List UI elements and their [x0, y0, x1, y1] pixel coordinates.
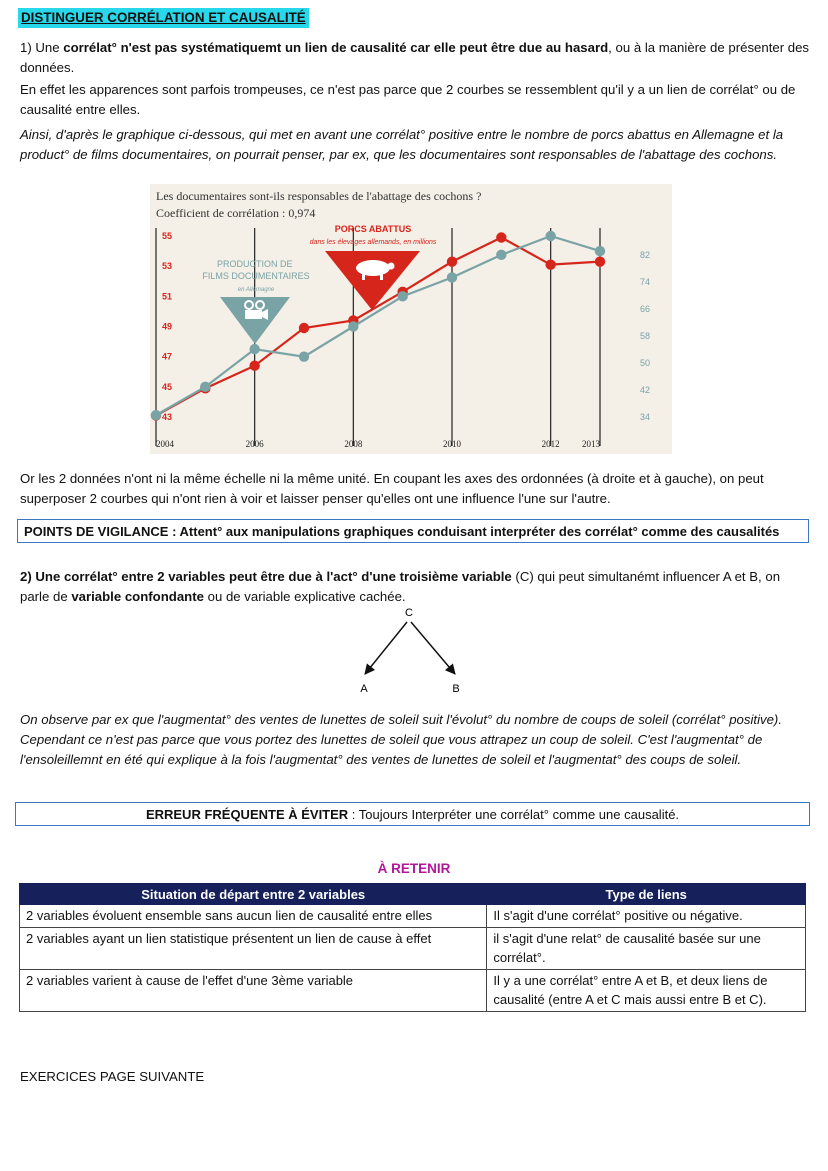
pig-series-label: PORCS ABATTUS	[334, 224, 412, 234]
data-point	[545, 259, 555, 269]
error-box-text: : Toujours Interpréter une corrélat° comme une causalité.	[348, 807, 680, 822]
y-right-tick-label: 34	[639, 412, 650, 422]
table-cell: 2 variables évoluent ensemble sans aucun lien de causalité entre elles	[20, 905, 487, 928]
data-point	[545, 231, 555, 241]
diagram-node-a: A	[360, 683, 368, 695]
y-right-tick-label: 58	[639, 331, 650, 341]
table-row	[20, 905, 806, 928]
paragraph-5-end: ou de variable explicative cachée.	[203, 589, 406, 604]
x-tick-label: 2006	[245, 439, 264, 449]
film-camera-icon	[220, 297, 290, 344]
chart-title: Les documentaires sont-ils responsables de l'abattage des cochons ?	[156, 189, 482, 203]
retenir-heading: À RETENIR	[377, 861, 451, 876]
diagram-node-c: C	[405, 607, 413, 619]
data-point	[299, 351, 309, 361]
footer-note: EXERCICES PAGE SUIVANTE	[20, 1069, 205, 1084]
film-series-label: PRODUCTION DE FILMS DOCUMENTAIRES	[202, 259, 310, 281]
correlation-chart	[150, 184, 672, 454]
page-title: DISTINGUER CORRÉLATION ET CAUSALITÉ	[18, 8, 309, 28]
data-point	[397, 291, 407, 301]
data-point	[299, 323, 309, 333]
paragraph-1-end: , ou à la manière de présenter des données.	[20, 40, 810, 75]
y-left-tick-label: 43	[162, 412, 173, 422]
paragraph-2: En effet les apparences sont parfois trompeuses, ce n'est pas parce que 2 courbes se ressemblent qu'il y a un lien de corrélat° ou de causalité entre elles.	[20, 82, 796, 117]
chart-subtitle: Coefficient de corrélation : 0,974	[156, 206, 316, 220]
paragraph-3: Ainsi, d'après le graphique ci-dessous, qui met en avant une corrélat° positive entre le nombre de porcs abattus en Allemagne et la product° de films documentaires, on pourrait penser, par ex, que les documentaires sont responsables de l'abattage des cochons.	[20, 127, 784, 162]
y-left-tick-label: 55	[162, 231, 173, 241]
table-cell: il s'agit d'une relat° de causalité basée sur une corrélat°.	[487, 928, 806, 970]
paragraph-5-middle: (C) qui peut simultanémt influencer A et B, on parle de	[20, 569, 781, 604]
table-header-type: Type de liens	[487, 884, 806, 905]
paragraph-6: On observe par ex que l'augmentat° des ventes de lunettes de soleil suit l'évolut° du nombre de coups de soleil (corrélat° positive). Cependant ce n'est pas parce que vous portez des lunettes de soleil que vous attrapez un coup de soleil. C'est l'augmentat° de l'ensoleillemnt en été qui explique à la fois l'augmentat° des ventes de lunettes de soleil et l'augmentat° des coups de soleil.	[20, 712, 782, 767]
data-point	[249, 361, 259, 371]
table-cell: 2 variables ayant un lien statistique présentent un lien de cause à effet	[20, 928, 487, 970]
data-point	[447, 256, 457, 266]
y-left-tick-label: 51	[162, 291, 173, 302]
data-point	[595, 246, 605, 256]
paragraph-1-intro: 1) Une	[20, 40, 64, 55]
arrow-c-to-b	[411, 622, 455, 674]
confounding-variable-term: variable confondante	[71, 589, 204, 604]
paragraph-1	[20, 38, 810, 78]
y-left-tick-label: 47	[162, 351, 173, 362]
x-tick-label: 2010	[443, 439, 461, 449]
table-cell: Il y a une corrélat° entre A et B, et deux liens de causalité (entre A et C mais aussi entre B et C).	[487, 970, 806, 1012]
y-left-tick-label: 53	[162, 261, 173, 272]
table-row	[20, 928, 806, 970]
x-tick-label: 2004	[156, 439, 174, 449]
chart-svg	[150, 184, 672, 454]
y-right-tick-label: 66	[639, 304, 650, 314]
paragraph-5	[20, 567, 810, 607]
pig-marker-icon	[325, 251, 420, 310]
y-right-tick-label: 82	[639, 250, 650, 260]
paragraph-1-emphasis: corrélat° n'est pas systématiquemt un lien de causalité car elle peut être due au hasard	[63, 40, 609, 55]
data-point	[595, 256, 605, 266]
table-row	[20, 970, 806, 1012]
y-right-tick-label: 50	[639, 358, 650, 368]
data-point	[249, 344, 259, 354]
confounding-diagram	[355, 604, 465, 696]
diagram-node-b: B	[452, 683, 460, 695]
error-box	[15, 802, 810, 826]
y-right-tick-label: 42	[639, 385, 650, 395]
data-point	[200, 382, 210, 392]
arrow-c-to-a	[365, 622, 407, 674]
x-tick-label: 2012	[541, 439, 560, 449]
data-point	[496, 232, 506, 242]
paragraph-5-emphasis: 2) Une corrélat° entre 2 variables peut être due à l'act° d'une troisième variable	[20, 569, 512, 584]
paragraph-4: Or les 2 données n'ont ni la même échelle ni la même unité. En coupant les axes des ordonnées (à droite et à gauche), on peut superposer 2 courbes qui n'ont rien à voir et laisser penser qu'elles ont une influence l'une sur l'autre.	[20, 471, 764, 506]
pig-series-note: dans les élevages allemands, en millions	[309, 239, 437, 246]
y-right-tick-label: 74	[639, 277, 650, 287]
y-left-tick-label: 49	[162, 321, 173, 332]
film-series-note: en Allemagne	[237, 287, 275, 293]
data-point	[151, 410, 161, 420]
error-box-label: ERREUR FRÉQUENTE À ÉVITER	[145, 807, 349, 822]
x-tick-label: 2013	[582, 439, 600, 449]
table-header-row	[20, 884, 806, 905]
x-tick-label: 2008	[344, 439, 363, 449]
data-point	[348, 321, 358, 331]
data-point	[496, 250, 506, 260]
y-left-tick-label: 45	[162, 381, 173, 392]
vigilance-box: POINTS DE VIGILANCE : Attent° aux manipulations graphiques conduisant interpréter des corrélat° comme des causalités	[17, 519, 809, 543]
table-cell: 2 variables varient à cause de l'effet d'une 3ème variable	[20, 970, 487, 1012]
summary-table	[19, 883, 806, 1012]
data-point	[447, 272, 457, 282]
table-cell: Il s'agit d'une corrélat° positive ou négative.	[487, 905, 806, 928]
table-header-situation: Situation de départ entre 2 variables	[20, 884, 487, 905]
